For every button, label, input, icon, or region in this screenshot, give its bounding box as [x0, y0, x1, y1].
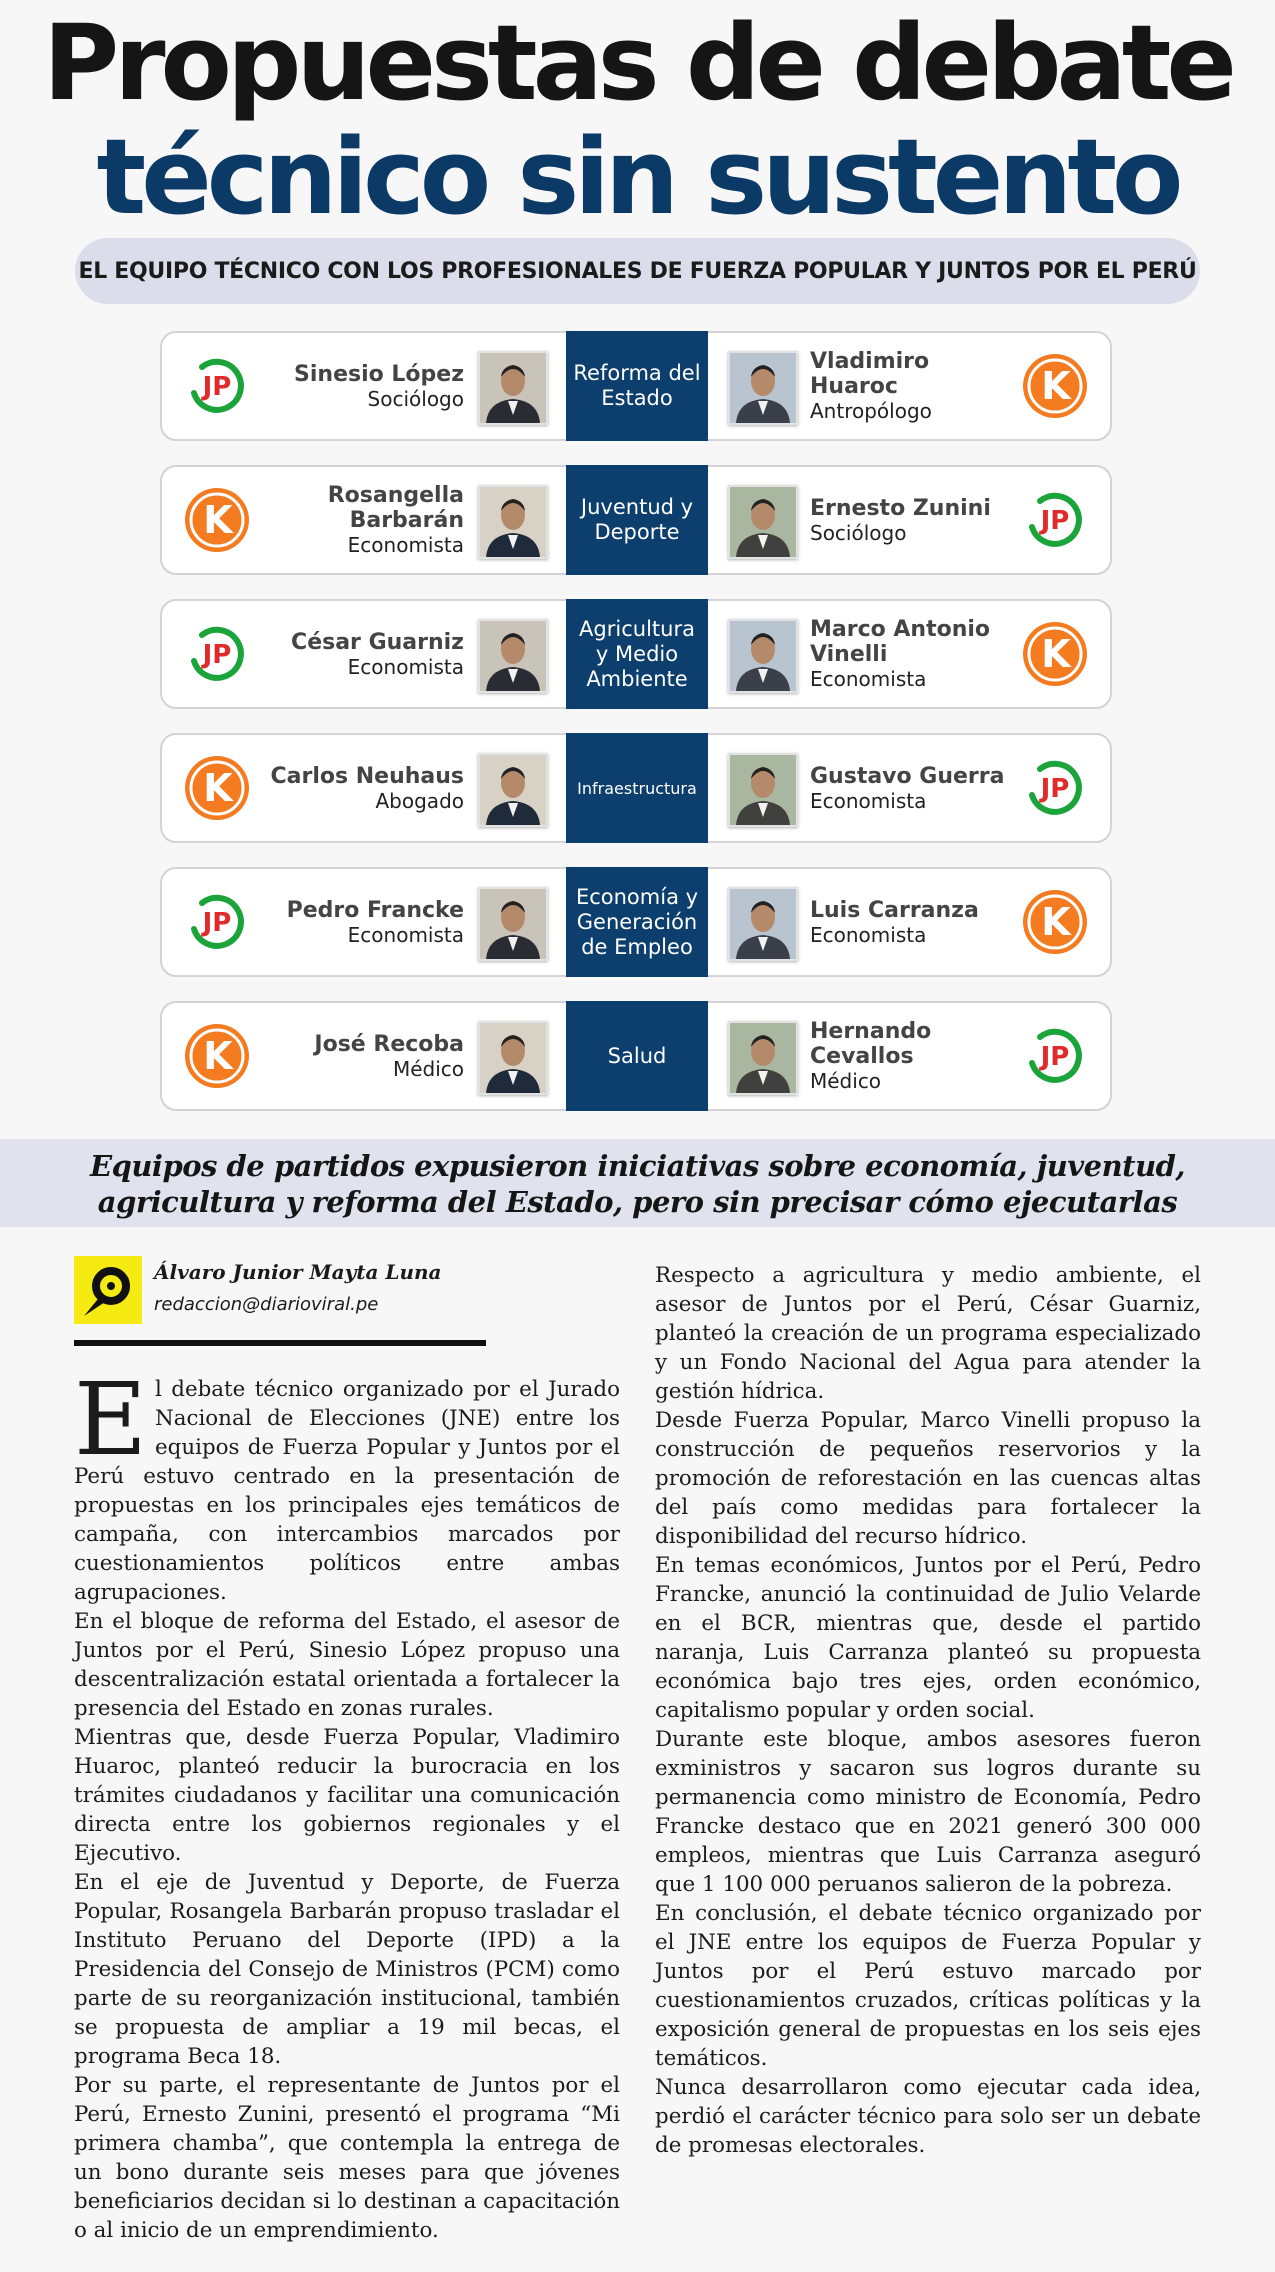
speaker-photo — [478, 619, 548, 693]
headline-line-1: Propuestas de debate — [43, 2, 1232, 124]
speaker-name: José Recoba — [314, 1031, 464, 1057]
author-rule — [74, 1340, 486, 1346]
speaker-profession: Economista — [810, 922, 927, 947]
headline — [0, 0, 1275, 236]
headline-line-2: técnico sin sustento — [96, 116, 1179, 238]
fuerza-popular-logo-icon — [184, 487, 250, 553]
right-speaker — [810, 333, 1010, 439]
matchup-row — [160, 599, 1112, 709]
speaker-name: Marco Antonio Vinelli — [810, 617, 991, 667]
article-paragraph: Desde Fuerza Popular, Marco Vinelli propuso la construcción de pequeños reservorios y la promoción de reforestación en las cuencas altas del país como medidas para fortalecer la disponibilidad del recurso hídrico. — [655, 1408, 1201, 1549]
speaker-profession: Economista — [347, 533, 464, 557]
speaker-profession: Economista — [347, 654, 464, 679]
matchup-row — [160, 867, 1112, 977]
fuerza-popular-logo-icon — [1022, 889, 1088, 955]
juntos-por-el-peru-logo-icon — [184, 353, 250, 419]
speaker-photo — [728, 619, 798, 693]
speaker-photo — [728, 1021, 798, 1095]
matchup-row — [160, 465, 1112, 575]
article-paragraph: En temas económicos, Juntos por el Perú, Pedro Francke, anunció la continuidad de Julio Velarde en el BCR, mientras que, desde el partido naranja, Luis Carranza planteó su propuesta económica bajo tres ejes, orden económico, capitalismo popular y orden social. — [655, 1553, 1201, 1723]
speaker-profession: Economista — [347, 922, 464, 947]
left-speaker — [294, 333, 464, 439]
article-paragraph: En el eje de Juventud y Deporte, de Fuerza Popular, Rosangela Barbarán propuso trasladar el Instituto Peruano del Deporte (IPD) a la Presidencia del Consejo de Ministros (PCM) como parte de su reorganización institucional, también se propuesta de ampliar a 19 mil becas, el programa Beca 18. — [74, 1870, 620, 2069]
speaker-name: Hernando Cevallos — [810, 1019, 932, 1069]
fuerza-popular-logo-icon — [1022, 353, 1088, 419]
article-paragraph: Nunca desarrollaron como ejecutar cada idea, perdió el carácter técnico para solo ser un debate de promesas electorales. — [655, 2075, 1201, 2158]
svg-text:K: K — [203, 1034, 233, 1078]
speaker-name: César Guarniz — [291, 629, 464, 655]
fuerza-popular-logo-icon — [1022, 621, 1088, 687]
speaker-name: Pedro Francke — [286, 897, 464, 923]
left-speaker — [270, 735, 464, 841]
article-column-1 — [74, 1361, 620, 2245]
speaker-photo — [478, 753, 548, 827]
matchup-row — [160, 1001, 1112, 1111]
speaker-profession: Médico — [392, 1056, 464, 1081]
juntos-por-el-peru-logo-icon — [1022, 1023, 1088, 1089]
speaker-photo — [728, 753, 798, 827]
topic-label: Infraestructura — [566, 733, 708, 843]
deck — [0, 1139, 1275, 1227]
right-speaker — [810, 467, 991, 573]
fuerza-popular-logo-icon — [184, 1023, 250, 1089]
speaker-profession: Médico — [810, 1069, 882, 1093]
left-speaker — [264, 467, 464, 573]
speaker-photo — [728, 887, 798, 961]
article-column-2 — [655, 1261, 1201, 2160]
svg-text:JP: JP — [202, 908, 232, 938]
svg-text:JP: JP — [1040, 774, 1070, 804]
speaker-photo — [728, 351, 798, 425]
matchup-row — [160, 331, 1112, 441]
svg-text:K: K — [1041, 900, 1071, 944]
article-paragraph: El debate técnico organizado por el Jurado Nacional de Elecciones (JNE) entre los equipos de Fuerza Popular y Juntos por el Perú estuvo centrado en la presentación de propuestas en los principales ejes temáticos de campaña, con intercambios marcados por cuestionamientos políticos entre ambas agrupaciones. — [74, 1361, 620, 1605]
speaker-profession: Sociólogo — [810, 520, 907, 545]
svg-text:JP: JP — [1040, 506, 1070, 536]
speaker-profession: Economista — [810, 667, 927, 691]
article-paragraph: Mientras que, desde Fuerza Popular, Vladimiro Huaroc, planteó reducir la burocracia en los trámites ciudadanos y facilitar una comunicación directa entre los gobiernos regionales y el Ejecutivo. — [74, 1725, 620, 1866]
topic-label: Economía y Generación de Empleo — [566, 867, 708, 977]
svg-text:K: K — [1041, 632, 1071, 676]
author-email: redaccion@diarioviral.pe — [154, 1294, 379, 1315]
speaker-photo — [478, 351, 548, 425]
left-speaker — [291, 601, 464, 707]
speaker-name: Sinesio López — [294, 361, 464, 387]
right-speaker — [810, 601, 1010, 707]
article-paragraph: Por su parte, el representante de Juntos por el Perú, Ernesto Zunini, presentó el programa “Mi primera chamba”, que contempla la entrega de un bono durante seis meses para que jóvenes beneficiarios decidan si lo destinan a capacitación o al inicio de un emprendimiento. — [74, 2073, 620, 2243]
subtitle: EL EQUIPO TÉCNICO CON LOS PROFESIONALES DE FUERZA POPULAR Y JUNTOS POR EL PERÚ — [78, 258, 1197, 284]
article-paragraph: En el bloque de reforma del Estado, el asesor de Juntos por el Perú, Sinesio López propuso una descentralización estatal orientada a fortalecer la presencia del Estado en zonas rurales. — [74, 1609, 620, 1721]
svg-text:K: K — [203, 766, 233, 810]
juntos-por-el-peru-logo-icon — [1022, 755, 1088, 821]
svg-text:JP: JP — [202, 372, 232, 402]
speaker-photo — [478, 485, 548, 559]
speaker-name: Vladimiro Huaroc — [810, 349, 930, 399]
juntos-por-el-peru-logo-icon — [184, 889, 250, 955]
speaker-profession: Abogado — [375, 788, 464, 813]
drop-cap: E — [74, 1361, 147, 1478]
svg-text:K: K — [1041, 364, 1071, 408]
debate-matchups — [160, 331, 1112, 1135]
article-paragraph: En conclusión, el debate técnico organizado por el JNE entre los equipos de Fuerza Popular y Juntos por el Perú estuvo marcado por cuestionamientos cruzados, críticas políticas y la exposición general de propuestas en los seis ejes temáticos. — [655, 1901, 1201, 2071]
article-paragraph: Durante este bloque, ambos asesores fueron exministros y sacaron sus logros durante su permanencia como ministro de Economía, Pedro Francke destaco que en 2021 generó 300 000 empleos, mientras que Luis Carranza aseguró que 1 100 000 peruanos salieron de la pobreza. — [655, 1727, 1201, 1897]
topic-label: Agricultura y Medio Ambiente — [566, 599, 708, 709]
deck-text: Equipos de partidos expusieron iniciativas sobre economía, juventud, agricultura y reforma del Estado, pero sin precisar cómo ejecutarlas — [89, 1149, 1186, 1219]
svg-text:JP: JP — [202, 640, 232, 670]
svg-text:K: K — [203, 498, 233, 542]
speaker-photo — [478, 887, 548, 961]
right-speaker — [810, 869, 979, 975]
right-speaker — [810, 735, 1004, 841]
juntos-por-el-peru-logo-icon — [1022, 487, 1088, 553]
diarioviral-logo-icon — [74, 1256, 142, 1324]
author-name: Álvaro Junior Mayta Luna — [154, 1260, 442, 1284]
speaker-profession: Economista — [810, 788, 927, 813]
juntos-por-el-peru-logo-icon — [184, 621, 250, 687]
article-paragraph: Respecto a agricultura y medio ambiente, el asesor de Juntos por el Perú, César Guarniz, planteó la creación de un programa especializado y un Fondo Nacional del Agua para atender la gestión hídrica. — [655, 1263, 1201, 1404]
speaker-profession: Sociólogo — [367, 386, 464, 411]
topic-label: Reforma del Estado — [566, 331, 708, 441]
topic-label: Salud — [566, 1001, 708, 1111]
left-speaker — [314, 1003, 464, 1109]
speaker-photo — [478, 1021, 548, 1095]
speaker-name: Gustavo Guerra — [810, 763, 1005, 789]
speaker-name: Ernesto Zunini — [810, 495, 991, 521]
speaker-name: Luis Carranza — [810, 897, 979, 923]
speaker-photo — [728, 485, 798, 559]
topic-label: Juventud y Deporte — [566, 465, 708, 575]
subtitle-pill — [75, 238, 1200, 304]
svg-text:JP: JP — [1040, 1042, 1070, 1072]
left-speaker — [287, 869, 464, 975]
speaker-name: Rosangella Barbarán — [327, 483, 464, 533]
right-speaker — [810, 1003, 1010, 1109]
fuerza-popular-logo-icon — [184, 755, 250, 821]
speaker-profession: Antropólogo — [810, 399, 932, 423]
speaker-name: Carlos Neuhaus — [270, 763, 464, 789]
matchup-row — [160, 733, 1112, 843]
